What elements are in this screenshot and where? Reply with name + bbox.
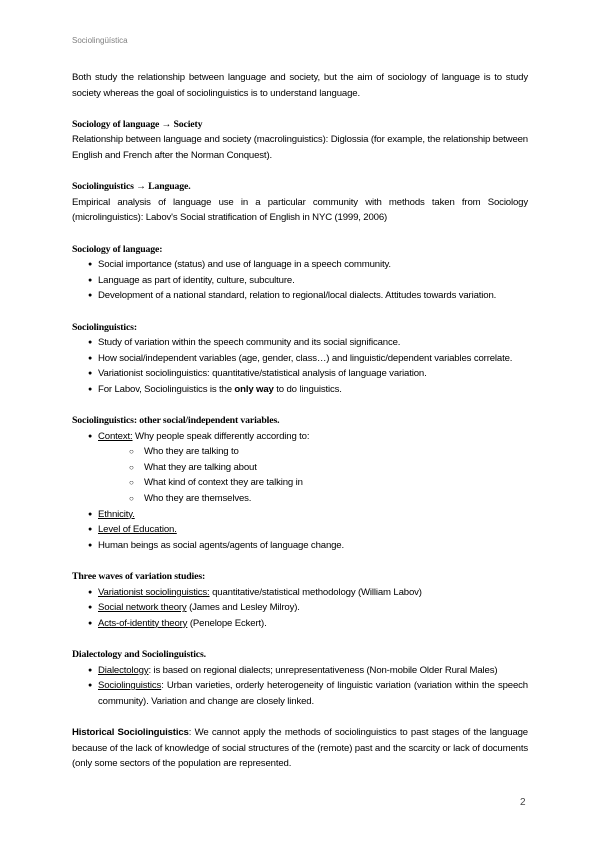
- section-sociology-heading: Sociology of language → Society: [72, 118, 203, 130]
- list-item: ● Social importance (status) and use of language in a speech community.: [72, 257, 528, 273]
- section-sociolinguistics-body: Empirical analysis of language use in a particular community with methods taken from Sociology (microlinguistics): Labov's Social stratification of English in NYC (1999, 2006): [72, 196, 528, 224]
- sociology-language-list-heading: Sociology of language:: [72, 243, 163, 255]
- list-item: ● Variationist sociolinguistics: quantitative/statistical methodology (William Labov): [72, 585, 528, 601]
- document-body: [72, 70, 528, 772]
- sociolinguistics-list-heading: Sociolinguistics:: [72, 321, 137, 333]
- waves-list: [72, 585, 528, 632]
- section-sociolinguistics-heading: Sociolinguistics → Language.: [72, 181, 191, 193]
- list-item: ● How social/independent variables (age, gender, class…) and linguistic/dependent variables correlate.: [72, 351, 528, 367]
- sociolinguistics-list: [72, 335, 528, 397]
- sub-list-item: ○ Who they are talking to: [72, 444, 528, 460]
- list-item: ● Study of variation within the speech community and its social significance.: [72, 335, 528, 351]
- page-header: Sociolingüística: [72, 36, 128, 45]
- list-item: ● Ethnicity.: [72, 507, 528, 523]
- variables-heading: Sociolinguistics: other social/independent variables.: [72, 415, 280, 427]
- context-label: Context:: [98, 430, 133, 442]
- list-item: ● Development of a national standard, relation to regional/local dialects. Attitudes towards variation.: [72, 288, 528, 304]
- waves-heading: Three waves of variation studies:: [72, 571, 206, 582]
- intro-paragraph: Both study the relationship between language and society, but the aim of sociology of language is to study society whereas the goal of sociolinguistics is to understand language.: [72, 72, 528, 99]
- list-item: ● Level of Education.: [72, 522, 528, 538]
- dialectology-list: [72, 663, 528, 710]
- section-sociology-body: Relationship between language and society (macrolinguistics): Diglossia (for example, the relationship between English and French after the Norman Conquest).: [72, 134, 528, 161]
- variables-list-cont: [72, 507, 528, 554]
- sociology-language-list: [72, 257, 528, 304]
- sub-list-item: ○ What they are talking about: [72, 460, 528, 476]
- list-item: ● Language as part of identity, culture, subculture.: [72, 273, 528, 289]
- list-item: ● Human beings as social agents/agents of language change.: [72, 538, 528, 554]
- list-item: ● Sociolinguistics: Urban varieties, orderly heterogeneity of linguistic variation (variation within the speech community). Variation and change are closely linked.: [72, 678, 528, 709]
- dialectology-heading: Dialectology and Sociolinguistics.: [72, 648, 206, 660]
- list-item: ● Context: Why people speak differently according to:: [72, 429, 528, 445]
- list-item: ● For Labov, Sociolinguistics is the only way to do linguistics.: [72, 382, 528, 398]
- historical-heading: Historical Sociolinguistics: [72, 726, 189, 738]
- historical-paragraph: Historical Sociolinguistics: We cannot apply the methods of sociolinguistics to past stages of the language because of the lack of knowledge of social structures of the (remote) past and the scarcity or lack of documents (only some sectors of the population are represented.: [72, 726, 528, 770]
- context-sublist: [72, 444, 528, 506]
- list-item: ● Acts-of-identity theory (Penelope Eckert).: [72, 616, 528, 632]
- list-item: ● Variationist sociolinguistics: quantitative/statistical analysis of language variation.: [72, 366, 528, 382]
- page-number: 2: [520, 797, 526, 808]
- sub-list-item: ○ Who they are themselves.: [72, 491, 528, 507]
- list-item: ● Social network theory (James and Lesley Milroy).: [72, 600, 528, 616]
- sub-list-item: ○ What kind of context they are talking in: [72, 475, 528, 491]
- variables-list: [72, 429, 528, 445]
- list-item: ● Dialectology: is based on regional dialects; unrepresentativeness (Non-mobile Older Rural Males): [72, 663, 528, 679]
